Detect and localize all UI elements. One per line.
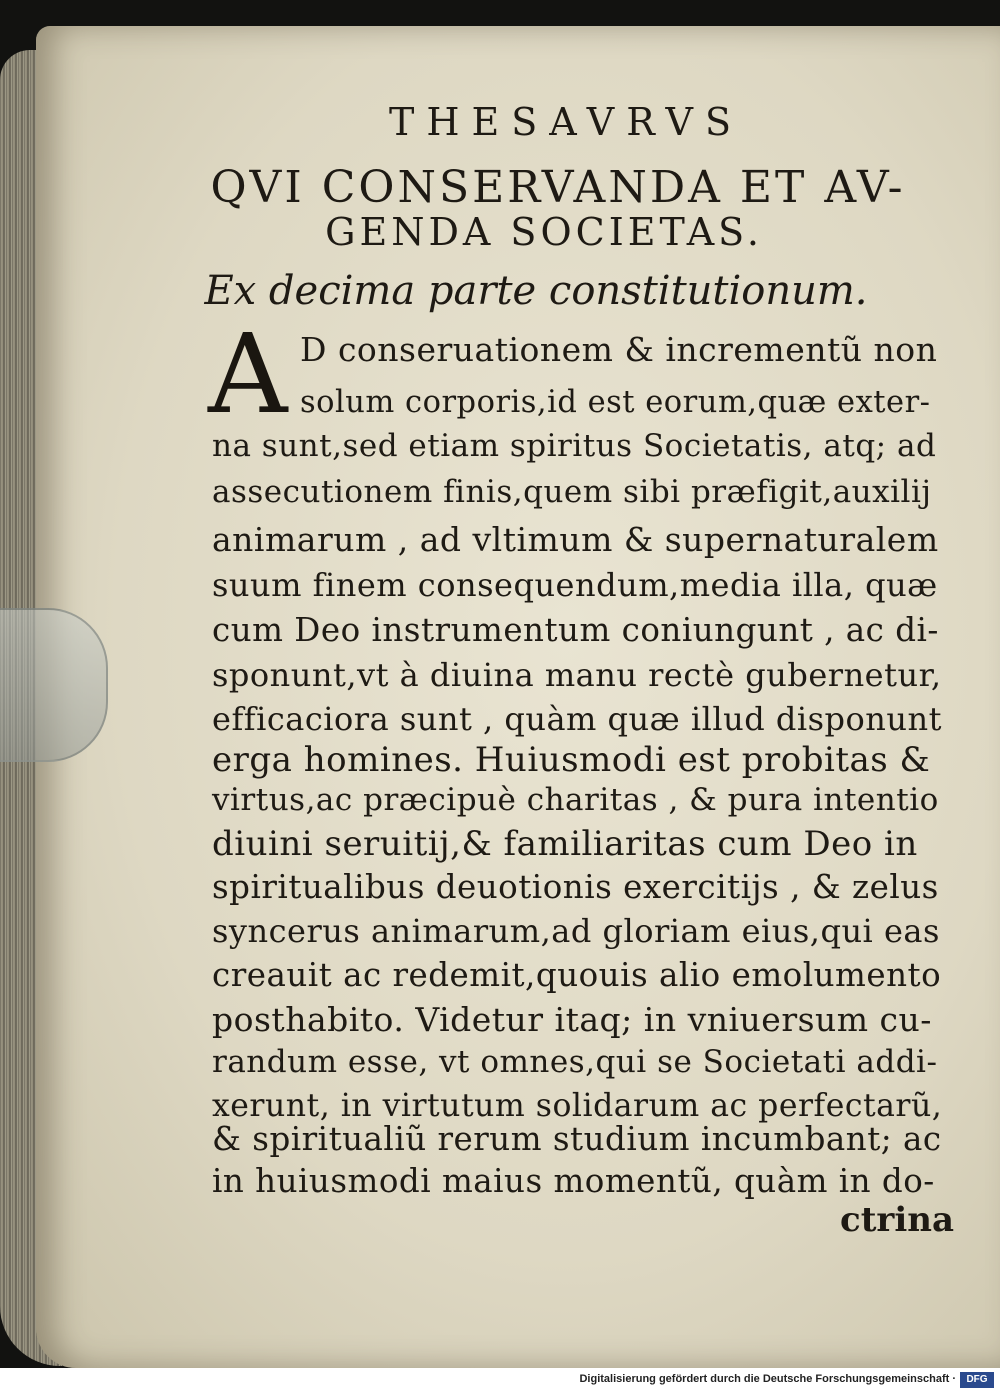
catchword: ctrina (840, 1200, 954, 1240)
text-line: syncerus animarum,ad gloriam eius,qui eas (212, 912, 940, 950)
running-head: THESAVRVS (389, 100, 743, 144)
text-line: assecutionem finis,quem sibi præfigit,auxilij (212, 474, 932, 510)
footer-bar (0, 1368, 1000, 1394)
text-line: solum corporis,id est eorum,quæ exter- (300, 385, 931, 420)
text-line: diuini seruitij,& familiaritas cum Deo in (212, 824, 918, 864)
text-line: xerunt, in virtutum solidarum ac perfectarũ, (212, 1088, 943, 1124)
text-line: randum esse, vt omnes,qui se Societati addi- (212, 1044, 938, 1080)
text-line: animarum , ad vltimum & supernaturalem (212, 520, 939, 559)
chapter-title-line-2: GENDA SOCIETAS. (325, 210, 763, 254)
text-line: & spiritualiũ rerum studium incumbant; ac (212, 1120, 942, 1158)
text-line: virtus,ac præcipuè charitas , & pura intentio (212, 782, 939, 818)
text-line: erga homines. Huiusmodi est probitas & (212, 740, 931, 780)
text-line: suum finem consequendum,media illa, quæ (212, 566, 938, 604)
text-line: na sunt,sed etiam spiritus Societatis, atq; ad (212, 428, 937, 464)
text-line: spiritualibus deuotionis exercitijs , & zelus (212, 868, 939, 906)
text-line: creauit ac redemit,quouis alio emolumento (212, 956, 942, 994)
dfg-logo-icon: DFG (960, 1372, 994, 1388)
text-line: sponunt,vt à diuina manu rectè gubernetur, (212, 656, 942, 694)
text-line: efficaciora sunt , quàm quæ illud disponunt (212, 700, 942, 738)
drop-cap: A (208, 310, 288, 438)
subtitle: Ex decima parte constitutionum. (204, 268, 868, 314)
text-line: cum Deo instrumentum coniungunt , ac di- (212, 611, 939, 649)
text-line: D conseruationem & incrementũ non (300, 330, 938, 369)
footer-credit: Digitalisierung gefördert durch die Deutsche Forschungsgemeinschaft · (579, 1373, 956, 1385)
text-line: in huiusmodi maius momentũ, quàm in do- (212, 1162, 935, 1200)
text-line: posthabito. Videtur itaq; in vniuersum cu- (212, 1000, 932, 1039)
chapter-title-line-1: QVI CONSERVANDA ET AV- (210, 162, 906, 213)
